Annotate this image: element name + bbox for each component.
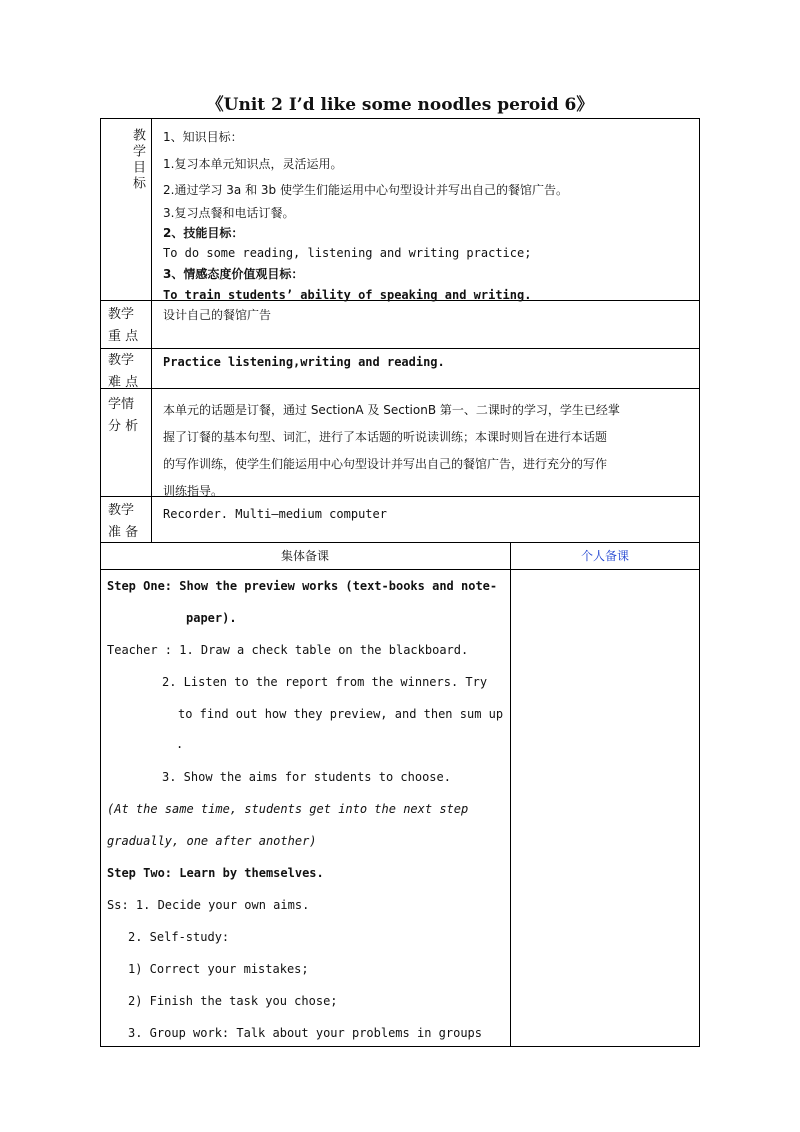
objectives-line: 3.复习点餐和电话订餐。 xyxy=(163,206,295,220)
step-line: Ss: 1. Decide your own aims. xyxy=(107,898,310,912)
page-title: 《Unit 2 I’d like some noodles peroid 6》 xyxy=(206,95,594,115)
step-line: 2) Finish the task you chose; xyxy=(128,994,338,1008)
group-prep-header: 集体备课 xyxy=(280,549,329,563)
step-line: gradually, one after another) xyxy=(107,834,317,848)
objectives-line: 1、知识目标： xyxy=(163,130,243,144)
difficulties-label: 教学 难 点 xyxy=(108,353,139,390)
step-line: Step Two: Learn by themselves. xyxy=(107,866,324,880)
step-line: Teacher : 1. Draw a check table on the blackboard. xyxy=(107,643,469,657)
step-line: 2. Listen to the report from the winners. Try xyxy=(162,675,488,689)
objectives-line: To do some reading, listening and writing practice; xyxy=(163,246,532,260)
step-line: . xyxy=(176,737,184,751)
column-divider xyxy=(510,542,511,1047)
step-line: 3. Group work: Talk about your problems in groups xyxy=(128,1026,483,1040)
objectives-line: 3、情感态度价值观目标： xyxy=(163,267,304,281)
step-line: Step One: Show the preview works (text-books and note- xyxy=(107,579,498,593)
key-points-label: 教学 重 点 xyxy=(108,307,139,344)
key-points-content: 设计自己的餐馆广告 xyxy=(163,308,272,322)
step-line: paper). xyxy=(186,611,237,625)
preparation-content: Recorder. Multi—medium computer xyxy=(163,507,387,521)
analysis-line: 握了订餐的基本句型、词汇，进行了本话题的听说读训练；本课时则旨在进行本话题 xyxy=(163,430,608,444)
step-line: 2. Self-study: xyxy=(128,930,230,944)
analysis-line: 训练指导。 xyxy=(163,484,224,498)
personal-prep-header: 个人备课 xyxy=(580,549,629,563)
objectives-line: 1.复习本单元知识点，灵活运用。 xyxy=(163,157,343,171)
row-divider xyxy=(100,388,700,389)
step-line: 3. Show the aims for students to choose. xyxy=(162,770,451,784)
objectives-line: To train students’ ability of speaking and writing. xyxy=(163,288,532,302)
row-divider xyxy=(100,569,700,570)
lesson-plan-table xyxy=(100,118,700,1047)
row-divider xyxy=(100,542,700,543)
objectives-line: 2.通过学习 3a 和 3b 使学生们能运用中心句型设计并写出自己的餐馆广告。 xyxy=(163,183,568,197)
difficulties-content: Practice listening,writing and reading. xyxy=(163,355,445,369)
step-line: 1) Correct your mistakes; xyxy=(128,962,309,976)
objectives-line: 2、技能目标： xyxy=(163,226,244,240)
objectives-label: 教学目标 xyxy=(130,128,145,192)
analysis-line: 本单元的话题是订餐，通过 SectionA 及 SectionB 第一、二课时的学习，学生已经掌 xyxy=(163,403,620,417)
label-column-divider xyxy=(151,118,152,542)
analysis-label: 学情 分 析 xyxy=(108,397,139,434)
preparation-label: 教学 准 备 xyxy=(108,503,139,540)
step-line: (At the same time, students get into the next step xyxy=(107,802,469,816)
row-divider xyxy=(100,348,700,349)
step-line: to find out how they preview, and then sum up xyxy=(178,707,504,721)
analysis-line: 的写作训练，使学生们能运用中心句型设计并写出自己的餐馆广告，进行充分的写作 xyxy=(163,457,608,471)
